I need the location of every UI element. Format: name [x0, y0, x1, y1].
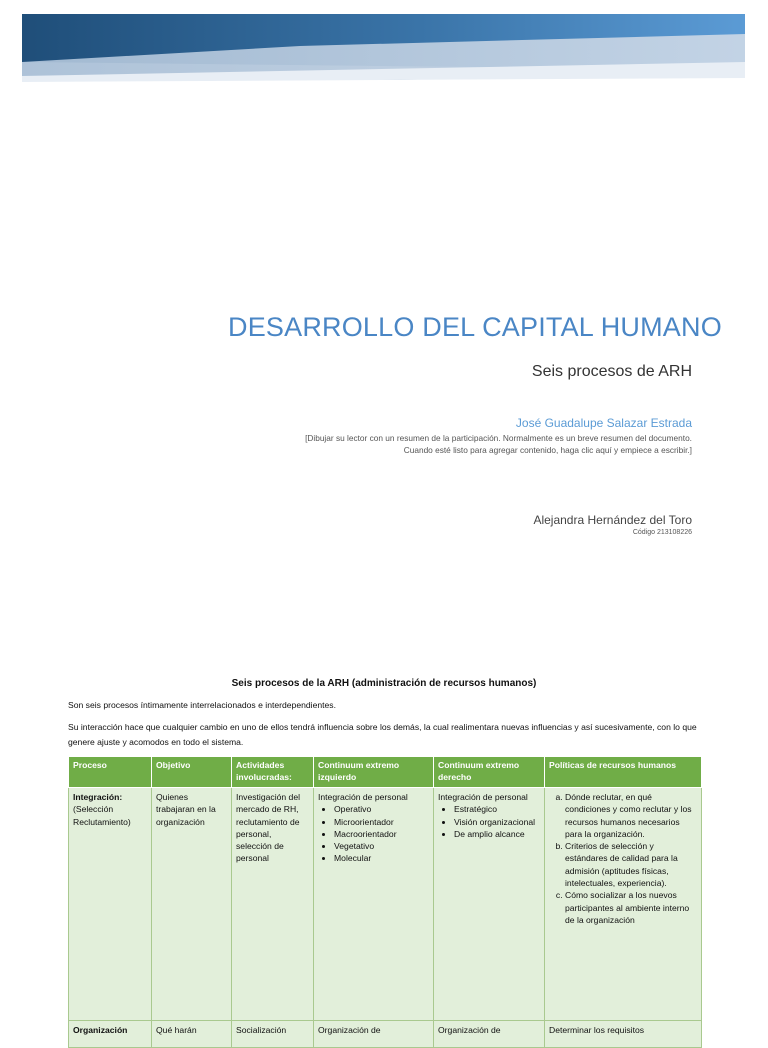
arh-processes-table [68, 756, 702, 1048]
header-actividades: Actividades involucradas: [232, 757, 314, 788]
der-title: Integración de personal [438, 792, 528, 802]
list-item: • De amplio alcance [454, 828, 540, 840]
cut-cell: Organización [73, 1025, 128, 1035]
header-proceso: Proceso [69, 757, 152, 788]
politicas-list [549, 791, 697, 926]
cut-cell: Organización de [438, 1025, 501, 1035]
abstract-line-2: Cuando esté listo para agregar contenido, haga clic aquí y empiece a escribir.] [403, 445, 692, 455]
abstract-line-1: [Dibujar su lector con un resumen de la participación. Normalmente es un breve resumen del documento. [305, 433, 692, 443]
list-item: • Vegetativo [334, 840, 429, 852]
cut-cell: Organización de [318, 1025, 381, 1035]
list-item: • Operativo [334, 803, 429, 815]
cut-cell: Determinar los requisitos [549, 1025, 645, 1035]
intro-paragraph-2: Su interacción hace que cualquier cambio en uno de ellos tendrá influencia sobre los demás, la cual realimentara nuevas influencias y así sucesivamente, con lo que genere ajuste y acomodos en todo el sistema. [68, 722, 697, 747]
header-politicas: Políticas de recursos humanos [545, 757, 702, 788]
list-item: • Macroorientador [334, 828, 429, 840]
list-item: • Visión organizacional [454, 816, 540, 828]
der-list [438, 803, 540, 840]
cell-continuum-izquierdo [314, 788, 434, 1021]
proceso-detail: (Selección Reclutamiento) [73, 804, 131, 827]
cut-cell: Socialización [236, 1025, 287, 1035]
list-item: • Microorientador [334, 816, 429, 828]
cut-cell: Qué harán [156, 1025, 197, 1035]
author-name: José Guadalupe Salazar Estrada [515, 416, 692, 430]
list-item: b. Criterios de selección y estándares de calidad para la admisión (aptitudes físicas, intelectuales, experiencia). [565, 840, 697, 889]
table-row [69, 1021, 702, 1048]
document-subtitle: Seis procesos de ARH [531, 363, 692, 380]
cell-politicas [545, 788, 702, 1021]
header-continuum-izquierdo: Continuum extremo izquierdo [314, 757, 434, 788]
student-code: Código 213108226 [632, 529, 692, 536]
cell-proceso [69, 788, 152, 1021]
teacher-name: Alejandra Hernández del Toro [533, 513, 692, 527]
list-item: a. Dónde reclutar, en qué condiciones y como reclutar y los recursos humanos necesarios para la organización. [565, 791, 697, 840]
table-row [69, 788, 702, 1021]
list-item: • Molecular [334, 852, 429, 864]
izq-list [318, 803, 429, 864]
cell-continuum-derecho [434, 788, 545, 1021]
abstract-placeholder[interactable] [252, 432, 692, 456]
table-header-row [69, 757, 702, 788]
header-continuum-derecho: Continuum extremo derecho [434, 757, 545, 788]
cover-banner [0, 0, 768, 90]
cell-objetivo: Quienes trabajaran en la organización [152, 788, 232, 1021]
list-item: c. Cómo socializar a los nuevos participantes al ambiente interno de la organización [565, 889, 697, 926]
list-item: • Estratégico [454, 803, 540, 815]
intro-paragraph-1: Son seis procesos íntimamente interrelacionados e interdependientes. [68, 700, 336, 710]
header-objetivo: Objetivo [152, 757, 232, 788]
proceso-name: Integración: [73, 792, 123, 802]
cell-actividades: Investigación del mercado de RH, reclutamiento de personal, selección de personal [232, 788, 314, 1021]
document-title: DESARROLLO DEL CAPITAL HUMANO [228, 312, 722, 342]
izq-title: Integración de personal [318, 792, 408, 802]
section-heading: Seis procesos de la ARH (administración de recursos humanos) [231, 678, 537, 689]
